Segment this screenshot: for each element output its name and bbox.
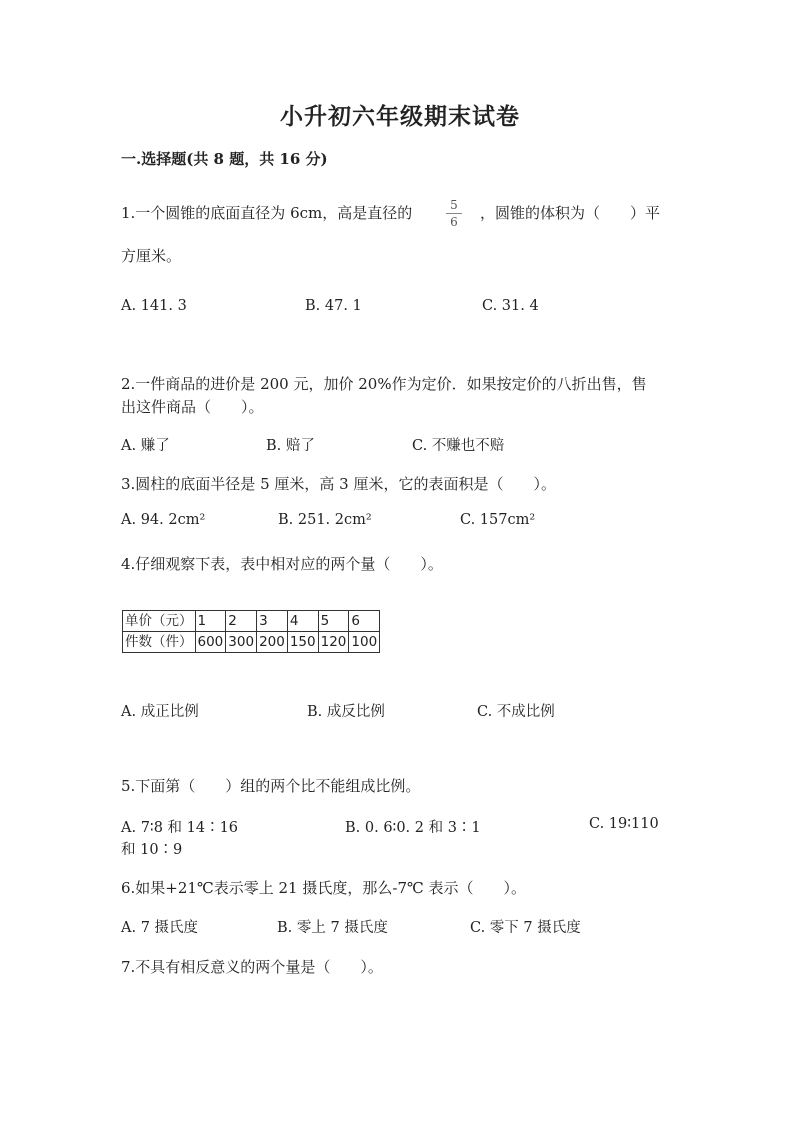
q1-fraction — [444, 198, 464, 229]
q3-text: 3.圆柱的底面半径是 5 厘米，高 3 厘米，它的表面积是（ ）。 — [121, 475, 556, 493]
table-cell: 件数（件） — [123, 632, 196, 653]
table-cell: 1 — [195, 611, 226, 632]
q2-option-a: A. 赚了 — [121, 438, 170, 454]
table-cell: 2 — [226, 611, 257, 632]
q4-text: 4.仔细观察下表，表中相对应的两个量（ ）。 — [121, 555, 443, 573]
table-cell: 120 — [318, 632, 349, 653]
q5-option-a: A. 7∶8 和 14∶16 — [121, 820, 239, 836]
table-cell: 600 — [195, 632, 226, 653]
q6-text: 6.如果+21℃表示零上 21 摄氏度，那么-7℃ 表示（ ）。 — [121, 879, 527, 897]
q5-option-c-continued: 和 10∶9 — [121, 842, 183, 858]
q1-option-a: A. 141. 3 — [121, 298, 187, 314]
q1-text-a: 1.一个圆锥的底面直径为 6cm，高是直径的 — [121, 204, 413, 222]
q7-text: 7.不具有相反意义的两个量是（ ）。 — [121, 958, 383, 976]
q6-option-b: B. 零上 7 摄氏度 — [277, 920, 388, 936]
q1-option-b: B. 47. 1 — [305, 298, 362, 314]
q6-option-c: C. 零下 7 摄氏度 — [470, 920, 581, 936]
table-cell: 4 — [287, 611, 318, 632]
q2-option-b: B. 赔了 — [266, 438, 315, 454]
q3-option-b: B. 251. 2cm² — [278, 512, 372, 528]
q1-option-c: C. 31. 4 — [482, 298, 539, 314]
table-cell: 150 — [287, 632, 318, 653]
q2-line2: 出这件商品（ ）。 — [121, 398, 264, 416]
q4-option-a: A. 成正比例 — [121, 704, 199, 720]
q1-text-c: 方厘米。 — [121, 247, 182, 265]
table-cell: 3 — [257, 611, 288, 632]
table-row — [123, 611, 380, 632]
section-heading: 一.选择题(共 8 题，共 16 分) — [121, 150, 328, 168]
table-cell: 300 — [226, 632, 257, 653]
q1-fraction-denominator: 6 — [450, 215, 458, 229]
q6-option-a: A. 7 摄氏度 — [121, 920, 199, 936]
table-cell: 6 — [349, 611, 380, 632]
table-cell: 5 — [318, 611, 349, 632]
q5-option-b: B. 0. 6∶0. 2 和 3∶1 — [345, 820, 481, 836]
table-row — [123, 632, 380, 653]
q2-option-c: C. 不赚也不赔 — [412, 438, 505, 454]
q5-text: 5.下面第（ ）组的两个比不能组成比例。 — [121, 777, 421, 795]
q2-line1: 2.一件商品的进价是 200 元，加价 20%作为定价．如果按定价的八折出售，售 — [121, 375, 647, 393]
price-quantity-table — [122, 610, 380, 653]
table-cell: 单价（元） — [123, 611, 196, 632]
q1-fraction-numerator: 5 — [450, 198, 458, 212]
page-title: 小升初六年级期末试卷 — [280, 103, 520, 130]
q4-option-b: B. 成反比例 — [307, 704, 385, 720]
q1-text-b: ，圆锥的体积为（ ）平 — [480, 204, 661, 222]
q5-option-c: C. 19∶110 — [589, 816, 659, 832]
table-cell: 100 — [349, 632, 380, 653]
fraction-bar — [446, 213, 462, 214]
q4-option-c: C. 不成比例 — [477, 704, 555, 720]
q3-option-a: A. 94. 2cm² — [121, 512, 206, 528]
q3-option-c: C. 157cm² — [460, 512, 536, 528]
table-cell: 200 — [257, 632, 288, 653]
